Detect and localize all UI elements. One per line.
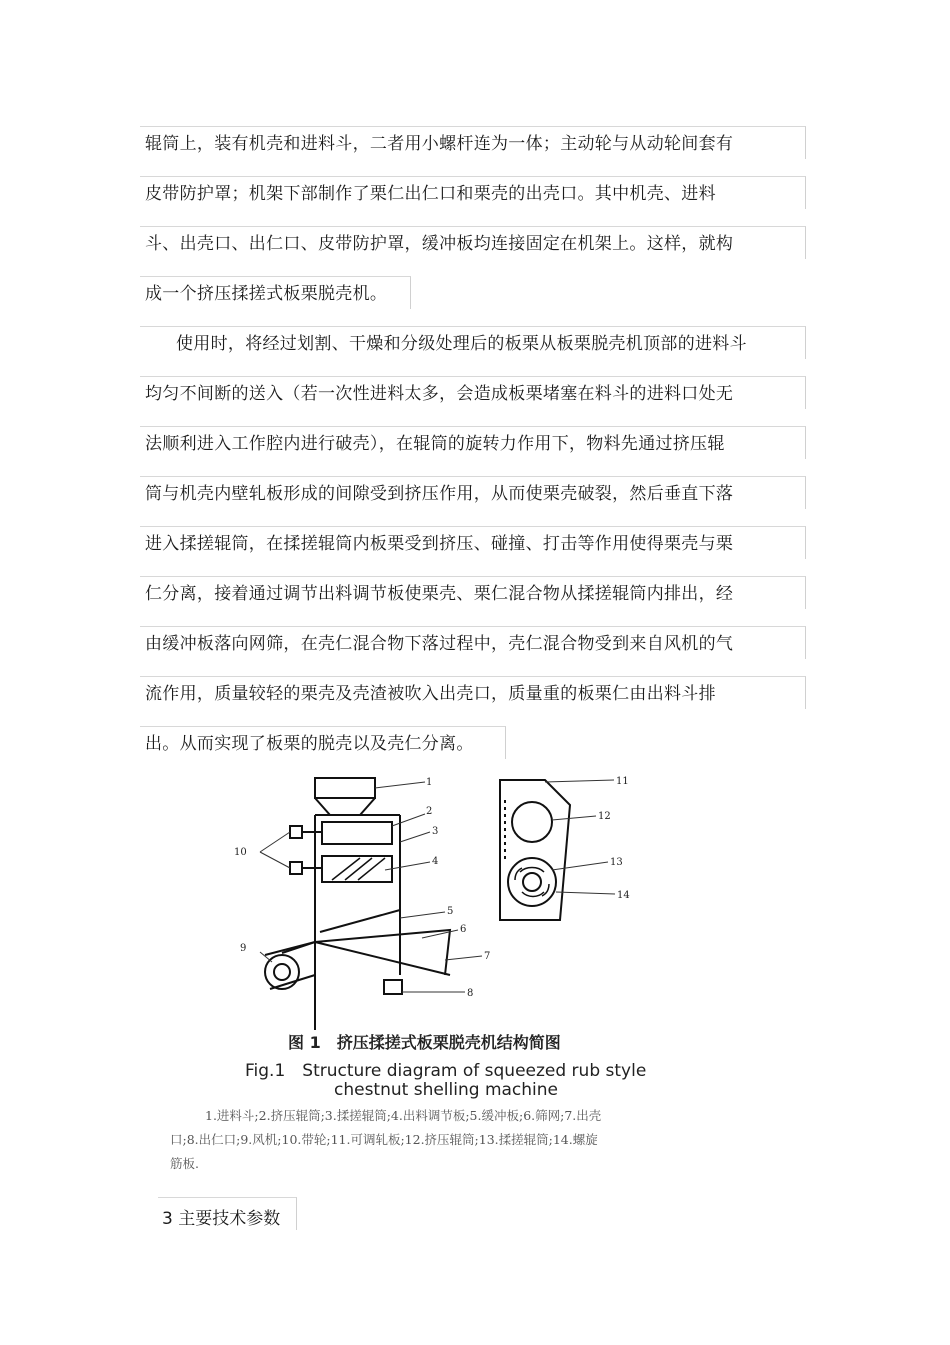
figure-caption-english-line2: chestnut shelling machine (334, 1080, 559, 1100)
figure-label-11: 11 (616, 776, 629, 787)
rub-roller-section (508, 858, 556, 906)
hopper-funnel (315, 798, 375, 815)
body-text-line: 均匀不间断的送入（若一次性进料太多，会造成板栗堵塞在料斗的进料口处无 (145, 384, 734, 404)
body-text-line: 流作用，质量较轻的栗壳及壳渣被吹入出壳口，质量重的板栗仁由出料斗排 (145, 684, 716, 704)
kernel-outlet (384, 980, 402, 994)
housing-section (500, 780, 570, 920)
figure-label-7: 7 (484, 951, 491, 962)
figure-label-3: 3 (432, 826, 439, 837)
figure-label-12: 12 (598, 811, 611, 822)
body-text-line: 斗、出壳口、出仁口、皮带防护罩，缓冲板均连接固定在机架上。这样，就构 (145, 234, 734, 254)
figure-label-5: 5 (447, 906, 454, 917)
section-heading: 3 主要技术参数 (162, 1209, 281, 1229)
body-text-line: 皮带防护罩；机架下部制作了栗仁出仁口和栗壳的出壳口。其中机壳、进料 (145, 184, 716, 204)
screen-mesh (315, 942, 450, 975)
machine-structure-diagram (160, 770, 730, 1030)
figure-legend-line2: 口;8.出仁口;9.风机;10.带轮;11.可调轧板;12.挤压辊筒;13.揉搓辊筒;14.螺旋 (170, 1132, 598, 1147)
body-text-line: 仁分离，接着通过调节出料调节板使栗壳、栗仁混合物从揉搓辊筒内排出，经 (145, 584, 734, 604)
figure-label-8: 8 (467, 988, 474, 999)
body-text-line: 出。从而实现了板栗的脱壳以及壳仁分离。 (145, 734, 474, 754)
figure-caption-english-line1: Fig.1 Structure diagram of squeezed rub style (245, 1061, 647, 1081)
buffer-plate (320, 910, 400, 932)
figure-label-10: 10 (234, 847, 247, 858)
body-text-line: 法顺利进入工作腔内进行破壳），在辊筒的旋转力作用下，物料先通过挤压辊 (145, 434, 725, 454)
figure-label-13: 13 (610, 857, 623, 868)
body-text-line: 使用时，将经过划割、干燥和分级处理后的板栗从板栗脱壳机顶部的进料斗 (176, 334, 747, 354)
figure-label-4: 4 (432, 856, 439, 867)
body-text-line: 进入揉搓辊筒，在揉搓辊筒内板栗受到挤压、碰撞、打击等作用使得栗壳与栗 (145, 534, 734, 554)
figure-label-6: 6 (460, 924, 467, 935)
figure-label-2: 2 (426, 806, 433, 817)
body-text-line: 由缓冲板落向网筛，在壳仁混合物下落过程中，壳仁混合物受到来自风机的气 (145, 634, 734, 654)
figure-caption-chinese: 图 1 挤压揉搓式板栗脱壳机结构简图 (288, 1033, 561, 1052)
body-text-line: 辊筒上，装有机壳和进料斗，二者用小螺杆连为一体；主动轮与从动轮间套有 (145, 134, 734, 154)
figure-legend-line1: 1.进料斗;2.挤压辊筒;3.揉搓辊筒;4.出料调节板;5.缓冲板;6.筛网;7.出壳 (205, 1108, 602, 1123)
squeeze-roller (322, 822, 392, 844)
hopper-top (315, 778, 375, 798)
pulley-upper (290, 826, 302, 838)
figure-label-1: 1 (426, 777, 433, 788)
pulley-lower (290, 862, 302, 874)
squeeze-roller-section (512, 802, 552, 842)
body-text-line: 成一个挤压揉搓式板栗脱壳机。 (145, 284, 388, 304)
figure-label-9: 9 (240, 943, 247, 954)
body-text-line: 筒与机壳内壁轧板形成的间隙受到挤压作用，从而使栗壳破裂，然后垂直下落 (145, 484, 734, 504)
figure-legend-line3: 筋板. (170, 1156, 199, 1171)
figure-label-14: 14 (617, 890, 630, 901)
